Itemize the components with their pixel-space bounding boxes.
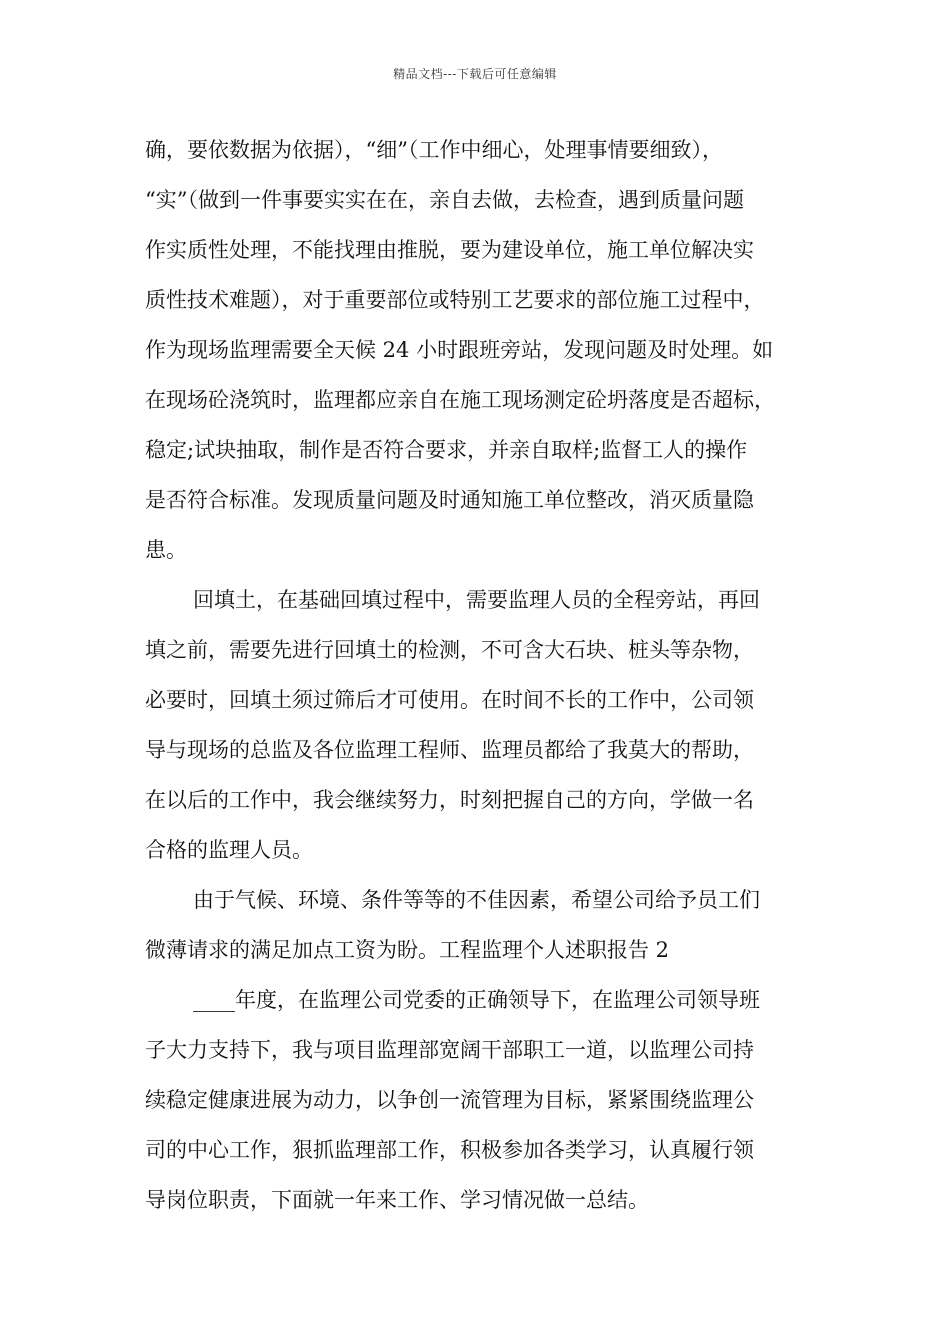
page-header: 精品文档---下载后可任意编辑: [393, 67, 557, 81]
text-line: 患。: [145, 538, 187, 562]
text-line: 必要时，回填土须过筛后才可使用。在时间不长的工作中，公司领: [145, 688, 754, 712]
text-line: 确，要依数据为依据），“细”（工作中细心，处理事情要细致），: [145, 138, 723, 162]
text-line: 回填土，在基础回填过程中，需要监理人员的全程旁站，再回: [193, 588, 760, 612]
text-line: 在以后的工作中，我会继续努力，时刻把握自己的方向，学做一名: [145, 788, 754, 812]
text-line: 填之前，需要先进行回填土的检测，不可含大石块、桩头等杂物，: [145, 638, 754, 662]
text-line: “实”（做到一件事要实实在在，亲自去做，去检查，遇到质量问题: [145, 188, 744, 212]
text-line: 作实质性处理，不能找理由推脱，要为建设单位，施工单位解决实: [145, 238, 754, 262]
text-line: 导与现场的总监及各位监理工程师、监理员都给了我莫大的帮助，: [145, 738, 754, 762]
text-line: 续稳定健康进展为动力，以争创一流管理为目标，紧紧围绕监理公: [145, 1088, 754, 1112]
text-line: 由于气候、环境、条件等等的不佳因素，希望公司给予员工们: [193, 888, 760, 912]
text-line: 子大力支持下，我与项目监理部宽阔干部职工一道，以监理公司持: [145, 1038, 754, 1062]
text-line: 微薄请求的满足加点工资为盼。工程监理个人述职报告 2: [145, 938, 670, 962]
text-line: ____年度，在监理公司党委的正确领导下，在监理公司领导班: [193, 988, 760, 1012]
text-line: 导岗位职责，下面就一年来工作、学习情况做一总结。: [145, 1188, 649, 1212]
text-line: 作为现场监理需要全天候 24 小时跟班旁站，发现问题及时处理。如: [145, 338, 774, 362]
text-line: 稳定;试块抽取，制作是否符合要求，并亲自取样;监督工人的操作: [145, 438, 748, 462]
text-line: 是否符合标准。发现质量问题及时通知施工单位整改，消灭质量隐: [145, 488, 754, 512]
text-line: 在现场砼浇筑时，监理都应亲自在施工现场测定砼坍落度是否超标，: [145, 388, 775, 412]
text-line: 司的中心工作，狠抓监理部工作，积极参加各类学习，认真履行领: [145, 1138, 754, 1162]
text-line: 合格的监理人员。: [145, 838, 313, 862]
text-line: 质性技术难题），对于重要部位或特别工艺要求的部位施工过程中，: [145, 288, 765, 312]
